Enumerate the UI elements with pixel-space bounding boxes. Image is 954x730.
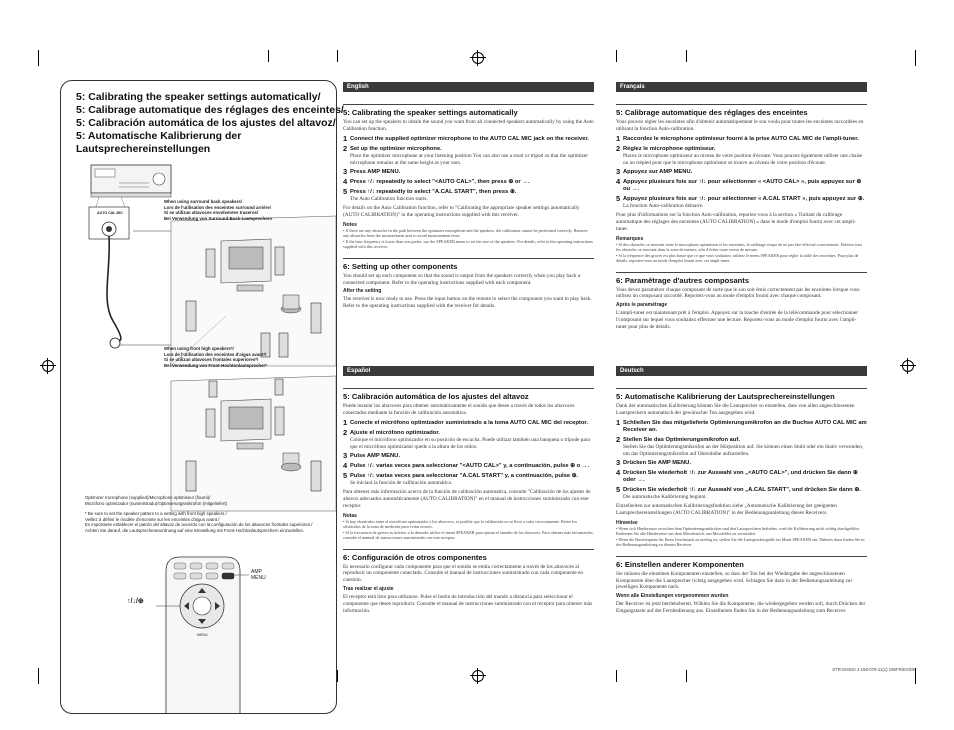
illustration-panel — [60, 80, 344, 714]
section-intro: Es necesario configurar cada componente para que el sonido se emita correctamente a través de los altavoces al reproducir un componente conectado. Consulte el manual de instrucciones suministrado con cada componente en cuestión. — [343, 563, 584, 584]
step-2-text: Stellen Sie das Optimierungsmikrofon an der Hörposition auf. Sie können einen Stuhl oder ein Stativ verwenden, um das Optimierungsmikrofon auf Ohrenhöhe aufzustellen. — [623, 443, 864, 457]
step-5-text: Die automatische Kalibrierung beginnt. — [623, 494, 707, 501]
details-text: Einzelheiten zur automatischen Kalibrierungsfunktion siehe „Automatische Kalibrierung der geeigneten Lautsprechereinstellungen (AUTO CALIBRATION)" in der Bedienungsanleitung dieses Receivers. — [616, 503, 837, 517]
section-intro: Puede instalar los altavoces para obtener automáticamente el sonido que desee a través de todos los altavoces conectados mediante la función de calibración automática. — [343, 403, 575, 416]
section-intro: Vous devez paramétrer chaque composant de sorte que le son soit émis correctement par les enceintes lorsque vous utilisez un composant raccordé. Reportez-vous au mode d'emploi fourni avec chaque composant. — [616, 286, 860, 300]
crop-mark — [616, 670, 617, 682]
lang-header-deutsch: Deutsch — [616, 366, 867, 376]
front-high-caption: When using front high speakers*/ Lors de l'utilisation des enceintes d'aigus avant*/ Si se utilizan altavoces frontales superiores*/ Bei Verwendung von Front-Hochtonlautsprecher* — [164, 346, 267, 368]
lang-header-francais: Français — [616, 82, 867, 92]
crop-mark — [686, 50, 687, 62]
subheading: Wenn alle Einstellungen vorgenommen wurden — [616, 593, 729, 600]
section-title-other-components: 6: Einstellen anderer Komponenten — [616, 556, 867, 569]
registration-mark — [42, 360, 54, 372]
remote-arrows-label: ↑/↓/⊕ — [127, 598, 144, 605]
crop-mark — [38, 50, 39, 66]
step-4: 4 Appuyez plusieurs fois sur ↑/↓ pour sélectionner « <AUTO CAL> », puis appuyez sur ⊕ ou →. — [616, 177, 862, 193]
jack-label: AUTO CAL MIC — [97, 211, 124, 215]
step-3: 3 Drücken Sie AMP MENU. — [616, 458, 691, 468]
section-text: Der Receiver ist jetzt betriebsbereit. Wählen Sie die Komponente, die wiedergegeben werden soll, durch Drücken der Eingangstaste auf der Fernbedienung aus. Einzelheiten finden Sie in der Bedienungsanleitung zum Receiver. — [616, 601, 866, 615]
remote-amp-menu-label: AMP MENU — [251, 569, 266, 581]
setup-illustration — [61, 81, 344, 713]
room-illustration-surround-back — [171, 216, 336, 366]
section-intro: You should set up each component so that the sound is output from the speakers correctly when you play back a connected component. Refer to the operating instructions supplied with each component. — [343, 272, 581, 286]
step-2-text: Place the optimizer microphone at your listening position You can also use a stool or tripod so that the optimizer microphone remains at the same height as your ears. — [350, 152, 589, 166]
step-1: 1 Raccordez le microphone optimiseur fourni à la prise AUTO CAL MIC de l'ampli-tuner. — [616, 133, 859, 143]
document-code: STR-DH810 4-168-079-11(1) GB/FR/ES/DE — [832, 667, 916, 672]
details-text: For details on the Auto Calibration function, refer to "Calibrating the appropriate speaker settings automatically (AUTO CALIBRATION)" in the operating instructions supplied with this receiver. — [343, 205, 580, 219]
mic-caption: Optimizer microphone (supplied)/Microphone optimiseur (fourni)/ Micrófono optimizador (suministrado)/Optimierungsmikrofon (mitgeliefert) — [85, 495, 228, 506]
step-3: 3 Appuyez sur AMP MENU. — [616, 167, 693, 177]
step-5-text: The Auto Calibration function starts. — [350, 196, 428, 203]
section-text: El receptor está listo para utilizarse. Pulse el botón de introducción del mando a distancia para seleccionar el componente que desee reproducir. Consulte el manual de instrucciones suministrado con el receptor para obtener más información. — [343, 594, 593, 615]
section-title-calibration: 5: Calibración automática de los ajustes del altavoz — [343, 388, 594, 401]
note-item: • Wenn die Bassfrequenz für Ihren Geschmack zu niedrig ist, stellen Sie die Lautsprechergröße im Menü SPEAKER ein. Näheres dazu finden Sie in der Bedienungsanleitung zu diesem Receiver. — [616, 536, 865, 548]
step-2-text: Placez le microphone optimiseur au niveau de votre position d'écoute. Vous pouvez également utiliser une chaise ou un trépied pour que le microphone optimiseur se trouve au niveau de votre position d'écoute. — [623, 152, 863, 166]
step-2: 2 Réglez le microphone optimiseur. — [616, 143, 716, 153]
step-2: 2 Stellen Sie das Optimierungsmikrofon auf. — [616, 434, 740, 444]
section-text: The receiver is now ready to use. Press the input button on the remote to select the component you want to play back. Refer to the operating instructions supplied with the receiver for details. — [343, 296, 592, 310]
note-item: • Si hay obstáculos entre el micrófono optimizador y los altavoces, es posible que la calibración no se lleve a cabo correctamente. Retire los obstáculos de la zona de medición para evitar errores. — [343, 518, 578, 530]
section-intro: Vous pouvez régler les enceintes afin d'obtenir automatiquement le son voulu pour toutes les enceintes raccordées en utilisant la fonction Auto-calibration. — [616, 119, 864, 132]
crop-mark — [616, 50, 617, 62]
section-title-other-components: 6: Setting up other components — [343, 258, 594, 271]
registration-mark — [902, 360, 914, 372]
section-title-calibration: 5: Calibrage automatique des réglages des enceintes — [616, 104, 867, 117]
notes-heading: Hinweise — [616, 520, 638, 527]
section-intro: Dank der automatischen Kalibrierung können Sie die Lautsprecher so einstellen, dass von allen angeschlossenen Lautsprechern automatisch der gewünschte Ton ausgegeben wird. — [616, 403, 855, 416]
step-4: 4 Press ↑/↓ repeatedly to select "<AUTO CAL>", then press ⊕ or →. — [343, 177, 530, 187]
step-5: 5 Drücken Sie wiederholt ↑/↓ zur Auswahl von „A.CAL START", und drücken Sie dann ⊕. — [616, 485, 861, 495]
note-item: • Wenn sich Hindernisse zwischen dem Optimierungsmikrofon und den Lautsprechern befinden, wird die Kalibrierung nicht richtig durchgeführt. Entfernen Sie alle Hindernisse aus dem Messbereich, um Messfehler zu vermeiden. — [616, 526, 861, 537]
main-title: 5: Calibrating the speaker settings automatically/ 5: Calibrage automatique des réglages des enceintes/ 5: Calibración automática de los ajustes del altavoz/ 5: Automatische Kalibrierung der Lautsprechereinstellungen — [76, 91, 344, 155]
crop-mark — [268, 50, 269, 62]
step-2: 2 Ajuste el micrófono optimizador. — [343, 427, 440, 437]
step-5-text: La fonction Auto-calibration démarre. — [623, 203, 704, 210]
step-2-text: Coloque el micrófono optimizador en su posición de escucha. Puede utilizar también una banqueta o trípode para que el micrófono optimizador quede a la altura de los oídos. — [350, 436, 590, 450]
column-deutsch — [616, 366, 867, 615]
subheading: Tras realizar el ajuste — [343, 586, 394, 593]
registration-mark — [472, 670, 484, 682]
note-item: • Si la fréquence des graves est plus basse que ce que vous souhaitez, utilisez le menu SPEAKER pour régler la taille des enceintes. Pour plus de détails, reportez-vous au mode d'emploi fourni avec cet ampli-tuner. — [616, 252, 859, 264]
notes-heading: Notes — [343, 222, 357, 229]
remote-menu-label: MENU — [197, 633, 208, 637]
lang-header-english: English — [343, 82, 594, 92]
section-title-other-components: 6: Paramétrage d'autres composants — [616, 272, 867, 285]
crop-mark — [337, 670, 338, 682]
subheading: Après le paramétrage — [616, 302, 668, 309]
notes-heading: Remarques — [616, 235, 644, 242]
step-5-text: Se iniciará la función de calibración automática. — [350, 480, 453, 487]
column-espanol — [343, 366, 594, 615]
crop-mark — [337, 50, 338, 62]
footnote: * Be sure to set the speaker pattern to a setting with front high speakers./ Veillez à définir le modèle d'enceinte sur les enceintes d'aigus avant./ Es importante establecer el patrón del altavoz de acuerdo con la configuración de los altavoces frontales superiores./ Achten Sie darauf, die Lautsprecheranordnung auf eine Einstellung mit Front-Hochtonlautsprechern einzustellen. — [85, 511, 313, 533]
step-1: 1 Schließen Sie das mitgelieferte Optimierungsmikrofon an die Buchse AUTO CAL MIC am Receiver an. — [616, 417, 867, 433]
section-title-other-components: 6: Configuración de otros componentes — [343, 549, 594, 562]
step-2: 2 Set up the optimizer microphone. — [343, 143, 442, 153]
jack-zoom-illustration — [89, 197, 129, 239]
step-4: 4 Pulse ↑/↓ varias veces para seleccionar "<AUTO CAL>" y, a continuación, pulse ⊕ o →. — [343, 461, 590, 471]
receiver-illustration — [91, 165, 171, 197]
step-5: 5 Pulse ↑/↓ varias veces para seleccionar "A.CAL START" y, a continuación, pulse ⊕. — [343, 471, 579, 481]
section-text: L'ampli-tuner est maintenant prêt à l'emploi. Appuyez sur la touche d'entrée de la télécommande pour sélectionner l'composant sur lequel vous souhaitez effectuer une lecture. Reportez-vous au mode d'emploi fourni avec l'ampli-tuner pour plus de détails. — [616, 310, 859, 331]
step-4: 4 Drücken Sie wiederholt ↑/↓ zur Auswahl von „<AUTO CAL>", und drücken Sie dann ⊕ oder →. — [616, 468, 858, 484]
crop-mark — [686, 670, 687, 682]
step-5: 5 Appuyez plusieurs fois sur ↑/↓ pour sélectionner « A.CAL START », puis appuyez sur ⊕. — [616, 194, 865, 204]
section-intro: Sie müssen die einzelnen Komponenten einstellen, so dass der Ton bei der Wiedergabe der angeschlossenen Komponente über die Lautsprecher richtig ausgegeben wird. Schlagen Sie dazu in der Bedienungsanleitung zur jeweiligen Komponente nach. — [616, 570, 853, 591]
lang-header-espanol: Español — [343, 366, 594, 376]
details-text: Pour plus d'informations sur la fonction Auto-calibration, reportez-vous à la section « Traitant du calibrage automatique des réglages des enceintes (AUTO CALIBRATION) » dans le mode d'emploi fourni avec cet ampli-tuner. — [616, 212, 856, 233]
step-5: 5 Press ↑/↓ repeatedly to select "A.CAL START", then press ⊕. — [343, 187, 517, 197]
step-3: 3 Pulse AMP MENU. — [343, 451, 400, 461]
registration-mark — [472, 52, 484, 64]
step-1: 1 Connect the supplied optimizer microphone to the AUTO CAL MIC jack on the receiver. — [343, 133, 589, 143]
subheading: After the setting — [343, 288, 382, 295]
column-english — [343, 82, 594, 310]
note-item: • Si des obstacles se trouvent entre le microphone optimiseur et les enceintes, le calibrage risque de ne pas être effectué correctement. Enlevez tous les obstacles se trouvant dans la zone de mesure, afin d'éviter toute erreur de mesure. — [616, 241, 863, 253]
note-item: • If the bass frequency is lower than you prefer, use the SPEAKER menu to set the size of the speakers. For details, refer to the operating instructions supplied with this receiver. — [343, 238, 593, 250]
note-item: • If there are any obstacles in the path between the optimizer microphone and the speakers, the calibration cannot be performed correctly. Remove any obstacles from the measurement area to avoid measurement error. — [343, 228, 588, 239]
section-title-calibration: 5: Automatische Kalibrierung der Lautsprechereinstellungen — [616, 388, 867, 401]
step-3: 3 Press AMP MENU. — [343, 167, 401, 177]
crop-mark — [915, 50, 916, 66]
crop-mark — [38, 668, 39, 684]
notes-heading: Notas — [343, 512, 357, 519]
section-title-calibration: 5: Calibrating the speaker settings automatically — [343, 104, 594, 117]
step-1: 1 Conecte el micrófono optimizador suministrado a la toma AUTO CAL MIC del receptor. — [343, 417, 588, 427]
note-item: • Si la frecuencia de graves es inferior a la deseada, utilice el menú SPEAKER para ajustar el tamaño de los altavoces. Para obtener más información, consulte el manual de instrucciones suministrado con este receptor. — [343, 529, 594, 541]
details-text: Para obtener más información acerca de la función de calibración automática, consulte "Calibración de los ajustes de altavoz adecuados automáticamente (AUTO CALIBRATION)" en el manual de instrucciones suministrado con este receptor. — [343, 489, 591, 510]
section-intro: You can set up the speakers to obtain the sound you want from all connected speakers automatically by using the Auto Calibration function. — [343, 119, 594, 132]
surround-back-caption: When using surround back speakers/ Lors de l'utilisation des enceintes surround arrière/ Si se utilizan altavoces envolventes traseros/ Bei Verwendung von Surround-Back-Lautsprechern — [164, 199, 273, 221]
room-illustration-front-high — [171, 376, 336, 511]
column-francais — [616, 82, 867, 331]
